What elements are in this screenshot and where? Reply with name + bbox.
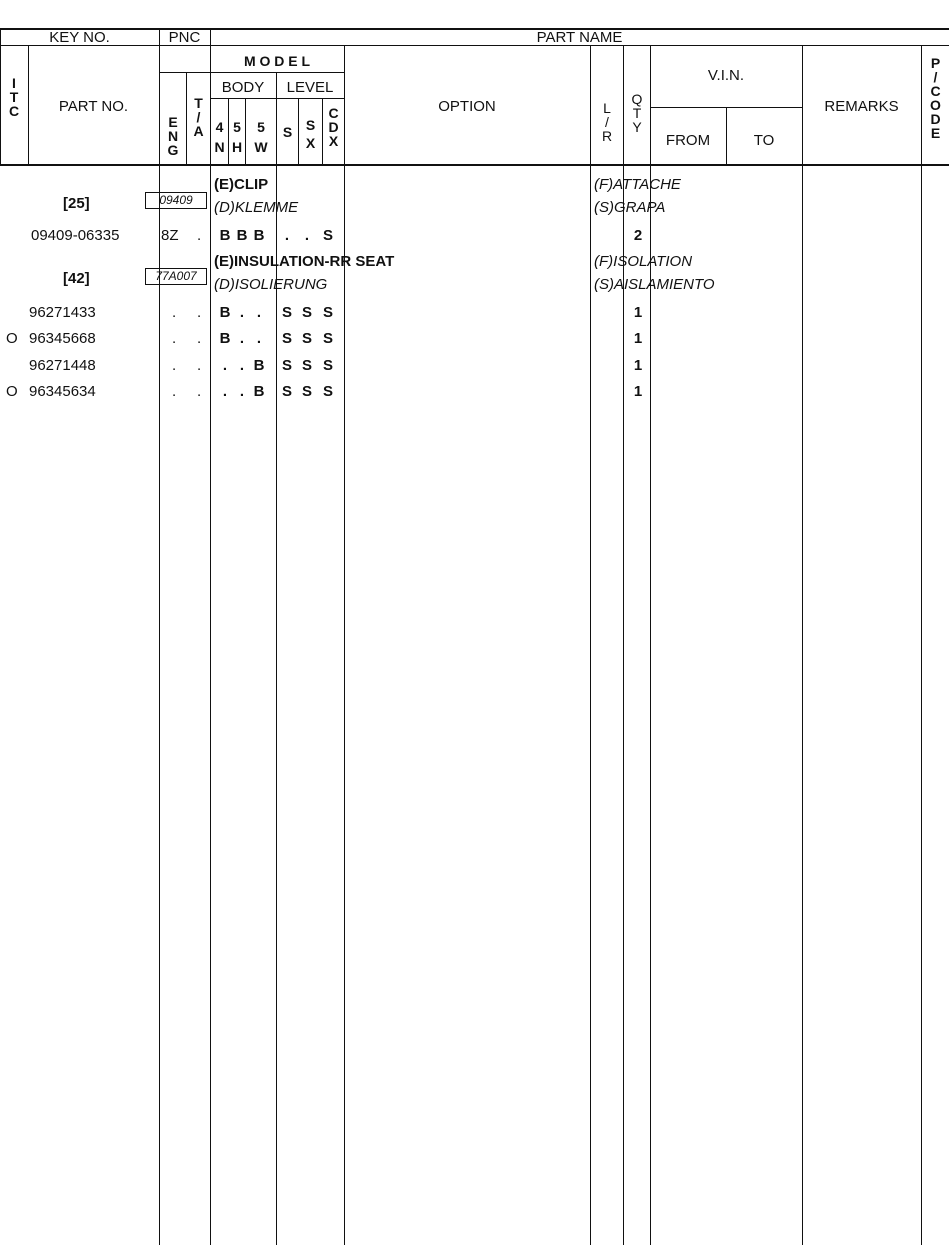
level-value: S	[281, 357, 292, 374]
body-value: B	[219, 330, 231, 347]
body-value: B	[253, 227, 265, 244]
col-line-pnc-r	[210, 28, 211, 1245]
level-value: S	[322, 357, 333, 374]
body-value: .	[222, 357, 228, 374]
ta-value: .	[197, 357, 202, 374]
pnc-header: PNC	[168, 29, 201, 46]
col-line-remarks-l	[802, 45, 803, 1245]
part-name-german: (D)KLEMME	[214, 199, 299, 216]
pcode-header: P / C O D E	[930, 55, 941, 141]
lr-header: L / R	[601, 100, 613, 144]
level-value: S	[281, 330, 292, 347]
body-value: B	[236, 227, 248, 244]
body-col-5w: 5 W	[254, 119, 268, 155]
part-name-spanish: (S)AISLAMIENTO	[594, 276, 715, 293]
qty-value: 1	[633, 357, 643, 374]
part-name-header: PART NAME	[536, 29, 623, 46]
col-line-0	[0, 28, 1, 166]
part-name-french: (F)ATTACHE	[594, 176, 681, 193]
level-col-cdx: C D X	[328, 105, 339, 149]
eng-header: E N G	[167, 114, 179, 158]
part-name-german: (D)ISOLIERUNG	[214, 276, 328, 293]
level-value: S	[322, 330, 333, 347]
remarks-header: REMARKS	[824, 98, 899, 115]
header-bottom-rule	[0, 164, 949, 166]
eng-value: .	[172, 383, 177, 400]
level-value: S	[322, 227, 333, 244]
part-name-french: (F)ISOLATION	[594, 253, 693, 270]
qty-value: 2	[633, 227, 643, 244]
body-value: .	[256, 304, 262, 321]
level-col-sx: S X	[305, 117, 316, 151]
body-value: B	[253, 357, 265, 374]
body-col-4n: 4 N	[214, 119, 225, 155]
level-value: .	[284, 227, 290, 244]
part-no-header: PART NO.	[58, 98, 129, 115]
eng-value: 8Z	[161, 227, 179, 244]
ta-value: .	[197, 304, 202, 321]
vin-header: V.I.N.	[707, 67, 745, 84]
level-value: S	[301, 330, 312, 347]
part-number: 96271448	[29, 357, 96, 374]
key-number: [42]	[63, 270, 90, 287]
qty-value: 1	[633, 383, 643, 400]
col-line-lr	[623, 45, 624, 1245]
key-no-header: KEY NO.	[49, 29, 110, 46]
level-value: S	[301, 357, 312, 374]
body-value: B	[219, 227, 231, 244]
level-value: S	[301, 304, 312, 321]
part-number: 96271433	[29, 304, 96, 321]
vin-to-header: TO	[753, 132, 775, 149]
col-line-remarks-r	[921, 45, 922, 1245]
level-value: S	[281, 383, 292, 400]
qty-header: Q T Y	[631, 91, 643, 135]
level-value: .	[304, 227, 310, 244]
body-value: .	[239, 357, 245, 374]
part-number: 96345634	[29, 383, 96, 400]
body-value: .	[239, 330, 245, 347]
body-value: .	[256, 330, 262, 347]
body-value: .	[239, 304, 245, 321]
part-name-spanish: (S)GRAPA	[594, 199, 666, 216]
body-value: B	[219, 304, 231, 321]
pnc-code-box: 09409	[145, 192, 207, 209]
ta-value: .	[197, 330, 202, 347]
option-header: OPTION	[438, 98, 496, 115]
part-name-english: (E)CLIP	[214, 176, 269, 193]
level-col-s: S	[282, 124, 293, 140]
col-line-option-l	[344, 45, 345, 1245]
vin-from-header: FROM	[665, 132, 711, 149]
itc-mark: O	[6, 330, 18, 347]
level-header: LEVEL	[286, 79, 334, 96]
qty-value: 1	[633, 304, 643, 321]
ta-header: T / A	[193, 95, 204, 139]
qty-value: 1	[633, 330, 643, 347]
eng-value: .	[172, 304, 177, 321]
model-header: M O D E L	[243, 53, 311, 69]
col-line-qty	[650, 45, 651, 1245]
eng-value: .	[172, 357, 177, 374]
body-header: BODY	[221, 79, 265, 96]
ta-value: .	[197, 227, 202, 244]
body-value: B	[253, 383, 265, 400]
level-value: S	[322, 304, 333, 321]
col-line-pnc-l	[159, 28, 160, 1245]
level-value: S	[301, 383, 312, 400]
col-line-option-r	[590, 45, 591, 1245]
pnc-code-box: 77A007	[145, 268, 207, 285]
body-value: .	[239, 383, 245, 400]
body-level-rule	[210, 98, 344, 99]
part-number: 09409-06335	[31, 227, 120, 244]
level-value: S	[322, 383, 333, 400]
itc-mark: O	[6, 383, 18, 400]
key-number: [25]	[63, 195, 90, 212]
itc-header: I T C	[8, 75, 20, 119]
ta-value: .	[197, 383, 202, 400]
body-col-5h: 5 H	[231, 119, 243, 155]
part-number: 96345668	[29, 330, 96, 347]
level-value: S	[281, 304, 292, 321]
body-value: .	[222, 383, 228, 400]
col-line-body-level	[276, 72, 277, 1245]
part-name-english: (E)INSULATION-RR SEAT	[214, 253, 395, 270]
eng-value: .	[172, 330, 177, 347]
